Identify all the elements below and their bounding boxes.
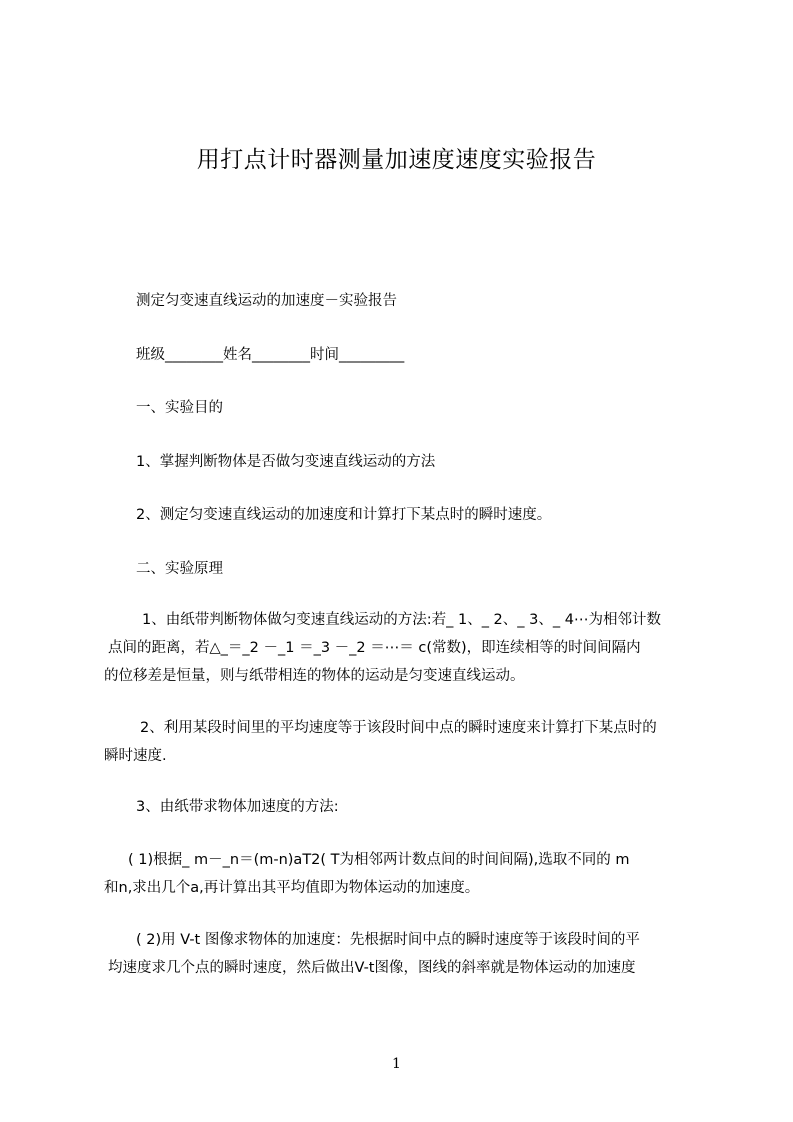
purpose-item: 2、测定匀变速直线运动的加速度和计算打下某点时的瞬时速度。 [136,507,552,523]
section-heading-principle: 二、实验原理 [136,561,223,577]
paragraph-line: 瞬时速度. [104,748,167,764]
section-heading-purpose: 一、实验目的 [136,400,223,416]
paragraph-line: 1、由纸带判断物体做匀变速直线运动的方法:若_ 1、_ 2、_ 3、_ 4⋯为相邻计数 [142,612,661,628]
paragraph-line: 2、利用某段时间里的平均速度等于该段时间中点的瞬时速度来计算打下某点时的 [140,720,657,736]
student-info-line: 班级________姓名________时间_________ [136,347,405,363]
paragraph-line: 和n,求出几个a,再计算出其平均值即为物体运动的加速度。 [104,880,480,896]
paragraph-line: 的位移差是恒量，则与纸带相连的物体的运动是匀变速直线运动。 [104,668,525,684]
principle-paragraph-3: 3、由纸带求物体加速度的方法: [136,799,339,815]
paragraph-line: ( 1)根据_ m－_n＝(m-n)aT2( T为相邻两计数点间的时间间隔),选取不同的 m [128,852,630,868]
purpose-item: 1、掌握判断物体是否做匀变速直线运动的方法 [136,454,436,470]
principle-paragraph-2 [104,714,709,770]
principle-paragraph-5 [104,926,709,982]
principle-paragraph-4 [104,846,709,902]
paragraph-line: ( 2)用 V-t 图像求物体的加速度：先根据时间中点的瞬时速度等于该段时间的平 [136,932,640,948]
document-title: 用打点计时器测量加速度速度实验报告 [196,147,597,173]
paragraph-line: 点间的距离，若△_＝_2 －_1 ＝_3 －_2 ＝⋯＝ c(常数)，即连续相等的时间间隔内 [108,640,641,656]
paragraph-line: 均速度求几个点的瞬时速度，然后做出V-t图像，图线的斜率就是物体运动的加速度 [108,960,636,976]
page-number: 1 [392,1056,401,1072]
principle-paragraph-1 [104,606,709,690]
report-subtitle: 测定匀变速直线运动的加速度－实验报告 [136,293,397,309]
